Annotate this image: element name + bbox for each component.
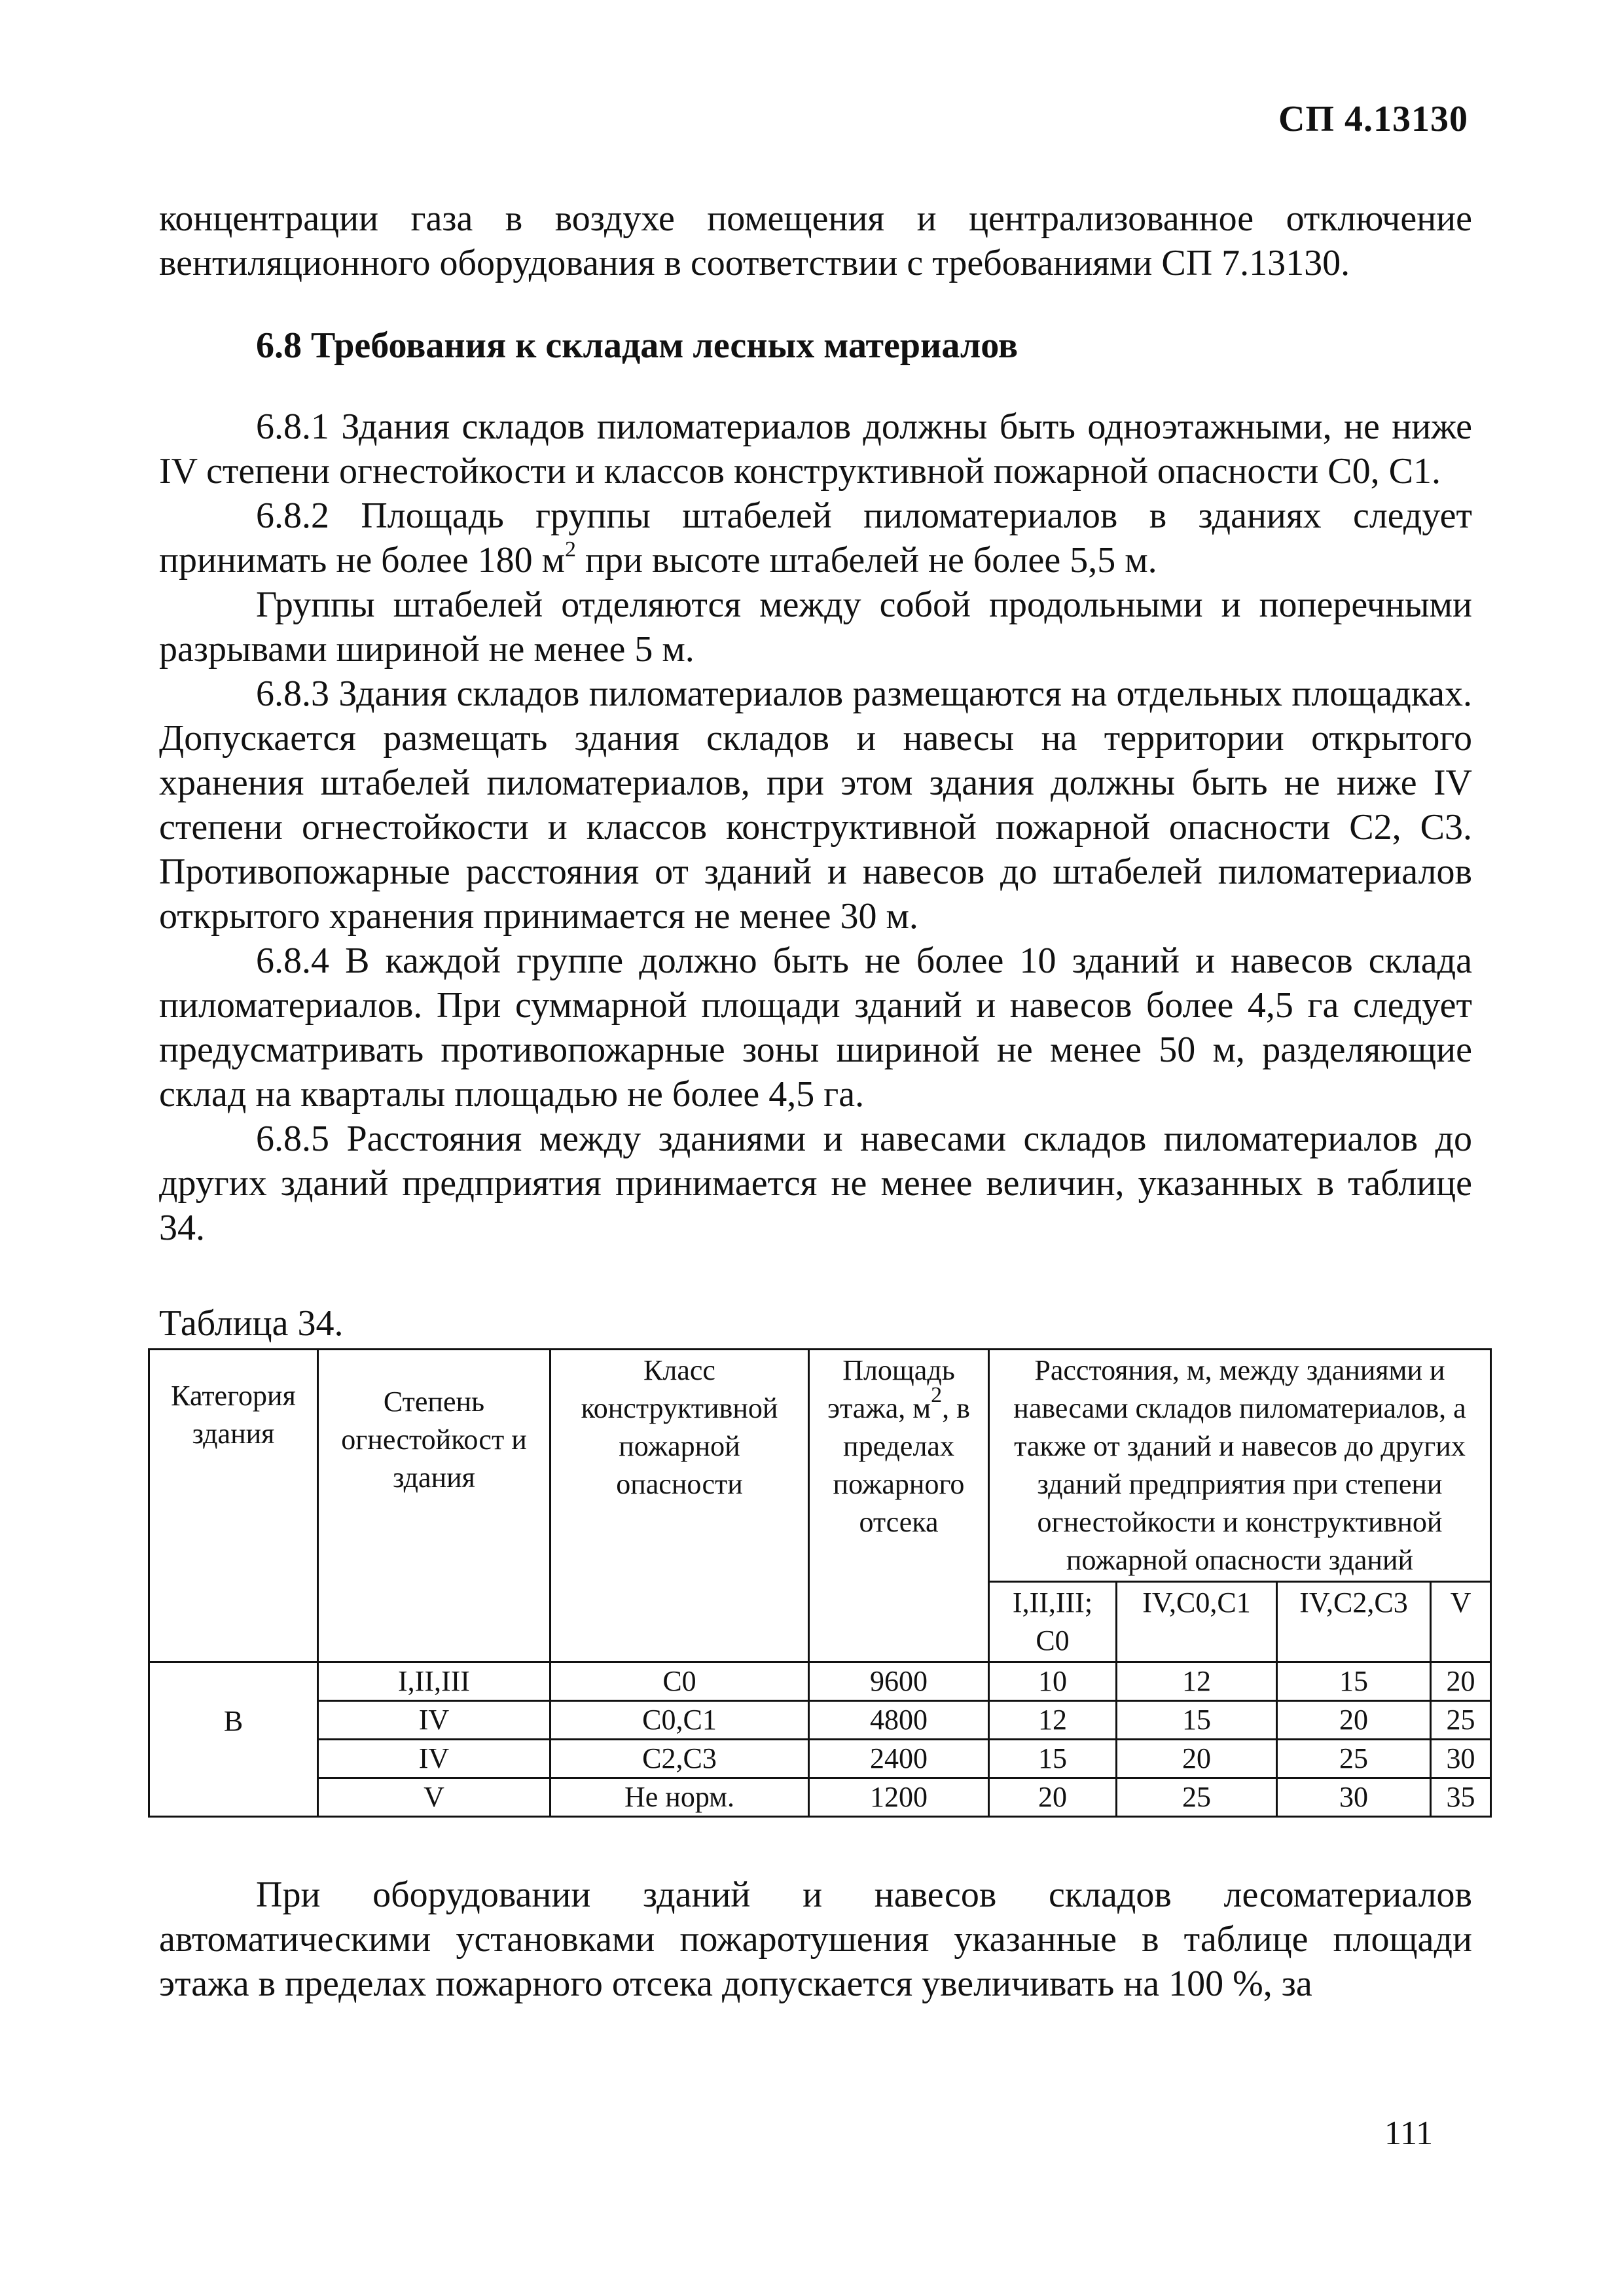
table-caption: Таблица 34. [159,1303,344,1344]
superscript: 2 [931,1383,943,1408]
table-row [149,1701,1491,1740]
paragraph-6-8-1: 6.8.1 Здания складов пиломатериалов должны быть одноэтажными, не ниже IV степени огнестойкости и классов конструктивной пожарной опасности С0, С1. [159,406,1472,492]
header-area [809,1350,989,1662]
class-cell: С0 [550,1662,809,1701]
paragraph-6-8-3: 6.8.3 Здания складов пиломатериалов размещаются на отдельных площадках. Допускается размещать здания складов и навесы на территории открытого хранения штабелей пиломатериалов, при этом здания должны быть не ниже IV степени огнестойкости и классов конструктивной пожарной опасности С2, С3. Противопожарные расстояния от зданий и навесов до штабелей пиломатериалов открытого хранения принимается не менее 30 м. [159,673,1472,937]
distance-cell: 25 [1117,1778,1277,1817]
paragraph-6-8-2-text-b: при высоте штабелей не более 5,5 м. [576,540,1157,581]
class-cell: С0,С1 [550,1701,809,1740]
table-row [149,1662,1491,1701]
paragraph-groups: Группы штабелей отделяются между собой продольными и поперечными разрывами шириной не менее 5 м. [159,584,1472,670]
category-cell: В [149,1662,318,1817]
paragraph-6-8-5: 6.8.5 Расстояния между зданиями и навесами складов пиломатериалов до других зданий предприятия принимается не менее величин, указанных в таблице 34. [159,1119,1472,1248]
class-cell: Не норм. [550,1778,809,1817]
subheader-3: IV,С2,С3 [1277,1582,1431,1662]
area-cell: 1200 [809,1778,989,1817]
table-row [149,1778,1491,1817]
distance-cell: 10 [989,1662,1117,1701]
table-row [149,1740,1491,1778]
degree-cell: IV [318,1740,550,1778]
area-cell: 9600 [809,1662,989,1701]
header-distances: Расстояния, м, между зданиями и навесами складов пиломатериалов, а также от зданий и навесов до других зданий предприятия при степени огнестойкости и конструктивной пожарной опасности зданий [989,1350,1491,1582]
paragraph-continued: концентрации газа в воздухе помещения и централизованное отключение вентиляционного оборудования в соответствии с требованиями СП 7.13130. [159,198,1472,283]
distance-cell: 25 [1277,1740,1431,1778]
distance-cell: 20 [1117,1740,1277,1778]
header-fire-resistance: Степень огнестойкост и здания [318,1350,550,1662]
degree-cell: I,II,III [318,1662,550,1701]
distance-cell: 12 [989,1701,1117,1740]
table-header-row [149,1350,1491,1582]
superscript: 2 [565,537,577,562]
distance-cell: 30 [1277,1778,1431,1817]
page-content [159,196,1475,2006]
subheader-2: IV,С0,С1 [1117,1582,1277,1662]
distance-cell: 15 [989,1740,1117,1778]
section-title: 6.8 Требования к складам лесных материалов [256,325,1019,366]
distance-cell: 35 [1431,1778,1491,1817]
class-cell: С2,С3 [550,1740,809,1778]
paragraph-6-8-2-text-a: 6.8.2 Площадь группы штабелей пиломатериалов в зданиях следует принимать не более 180 м [159,495,1472,581]
distance-cell: 20 [989,1778,1117,1817]
header-area-text-a: Площадь этажа, м [827,1354,955,1424]
header-class: Класс конструктивной пожарной опасности [550,1350,809,1662]
subheader-4: V [1431,1582,1491,1662]
area-cell: 2400 [809,1740,989,1778]
paragraph-6-8-4: 6.8.4 В каждой группе должно быть не более 10 зданий и навесов склада пиломатериалов. При суммарной площади зданий и навесов более 4,5 га следует предусматривать противопожарные зоны шириной не менее 50 м, разделяющие склад на кварталы площадью не более 4,5 га. [159,941,1472,1115]
distance-cell: 30 [1431,1740,1491,1778]
document-code: СП 4.13130 [1278,99,1468,139]
paragraph-after-table: При оборудовании зданий и навесов складов лесоматериалов автоматическими установками пожаротушения указанные в таблице площади этажа в пределах пожарного отсека допускается увеличивать на 100 %, за [159,1874,1472,2004]
page-number: 111 [1384,2115,1434,2152]
paragraph-6-8-2 [159,493,1472,583]
subheader-1: I,II,III; С0 [989,1582,1117,1662]
area-cell: 4800 [809,1701,989,1740]
degree-cell: V [318,1778,550,1817]
distance-cell: 15 [1117,1701,1277,1740]
distance-cell: 20 [1277,1701,1431,1740]
degree-cell: IV [318,1701,550,1740]
table-34 [148,1348,1492,1818]
distance-cell: 25 [1431,1701,1491,1740]
distance-cell: 15 [1277,1662,1431,1701]
distance-cell: 20 [1431,1662,1491,1701]
header-category: Категория здания [149,1350,318,1662]
distance-cell: 12 [1117,1662,1277,1701]
header-area-text-b: , в пределах пожарного отсека [833,1392,970,1538]
